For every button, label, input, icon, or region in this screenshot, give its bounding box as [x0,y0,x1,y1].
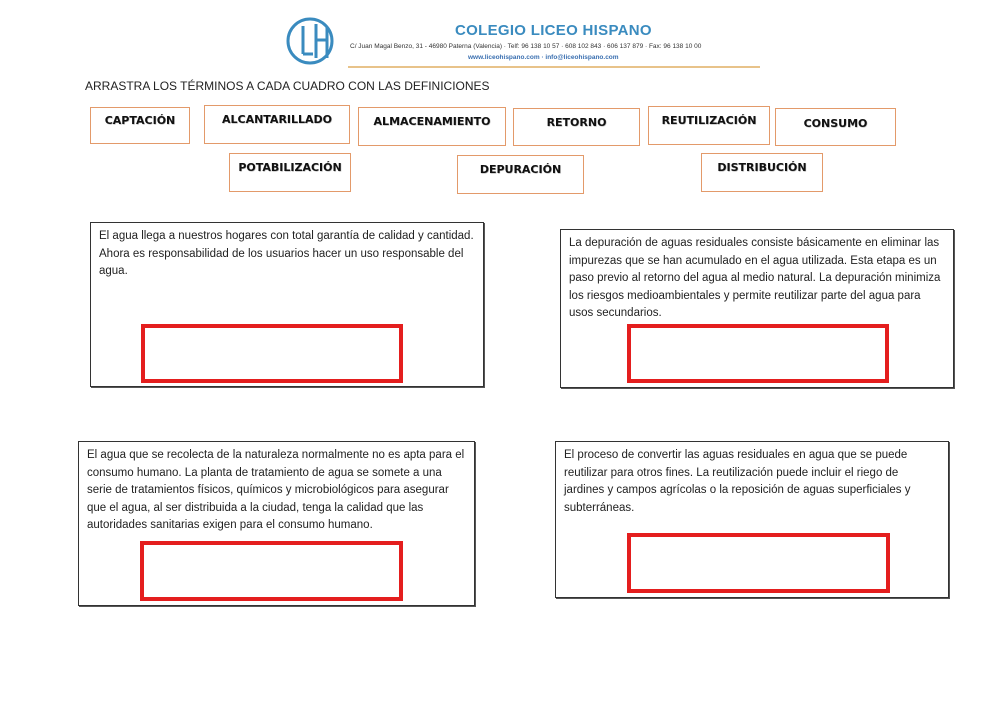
term-label: ALCANTARILLADO [221,113,333,126]
term-alcantarillado[interactable] [204,105,350,144]
term-label: DISTRIBUCIÓN [717,161,807,174]
term-captacion[interactable] [90,107,190,144]
term-retorno[interactable] [513,108,640,146]
term-almacenamiento[interactable] [358,107,506,146]
term-reutilizacion[interactable] [648,106,770,145]
term-label: RETORNO [546,116,607,129]
term-potabilizacion[interactable] [229,153,351,192]
school-address: C/ Juan Magal Benzo, 31 - 46980 Paterna (Valencia) · Telf: 96 138 10 57 · 608 102 843 · 606 137 879 · Fax: 96 138 10 00 [350,43,702,50]
drop-zone[interactable] [141,324,403,383]
header-divider [348,66,760,68]
definition-card-4 [555,441,949,598]
definition-text: El proceso de convertir las aguas residuales en agua que se puede reutilizar para otros fines. La reutilización puede incluir el riego de jardines y campos agrícolas o la reposición de aguas superficiales y subterráneas. [564,449,911,514]
school-logo [283,14,343,68]
term-label: ALMACENAMIENTO [373,115,491,128]
term-consumo[interactable] [775,108,896,146]
term-depuracion[interactable] [457,155,584,194]
school-web: www.liceohispano.com · info@liceohispano.com [468,54,619,61]
term-label: REUTILIZACIÓN [661,114,757,127]
definition-card-1 [90,222,484,387]
term-label: CONSUMO [803,117,868,130]
definition-card-2 [560,229,954,388]
term-label: POTABILIZACIÓN [238,161,342,174]
definition-card-3 [78,441,475,606]
school-name: COLEGIO LICEO HISPANO [455,22,652,39]
definition-text: El agua que se recolecta de la naturaleza normalmente no es apta para el consumo humano. La planta de tratamiento de agua se somete a una serie de tratamientos físicos, químicos y microbiológicos para asegurar que el agua, al ser distribuida a la ciudad, tenga la calidad que las autoridades sanitarias exigen para el consumo humano. [87,449,465,531]
term-distribucion[interactable] [701,153,823,192]
definition-text: El agua llega a nuestros hogares con total garantía de calidad y cantidad. Ahora es responsabilidad de los usuarios hacer un uso responsable del agua. [99,230,474,277]
term-label: CAPTACIÓN [104,114,176,127]
definition-text: La depuración de aguas residuales consiste básicamente en eliminar las impurezas que se han acumulado en el agua utilizada. Esta etapa es un paso previo al retorno del agua al medio natural. La depuración minimiza los riesgos medioambientales y permite reutilizar parte del agua para usos secundarios. [569,237,941,319]
drop-zone[interactable] [627,324,889,383]
drop-zone[interactable] [140,541,403,601]
drop-zone[interactable] [627,533,890,593]
instruction-text: ARRASTRA LOS TÉRMINOS A CADA CUADRO CON LAS DEFINICIONES [85,79,490,93]
term-label: DEPURACIÓN [479,163,562,176]
